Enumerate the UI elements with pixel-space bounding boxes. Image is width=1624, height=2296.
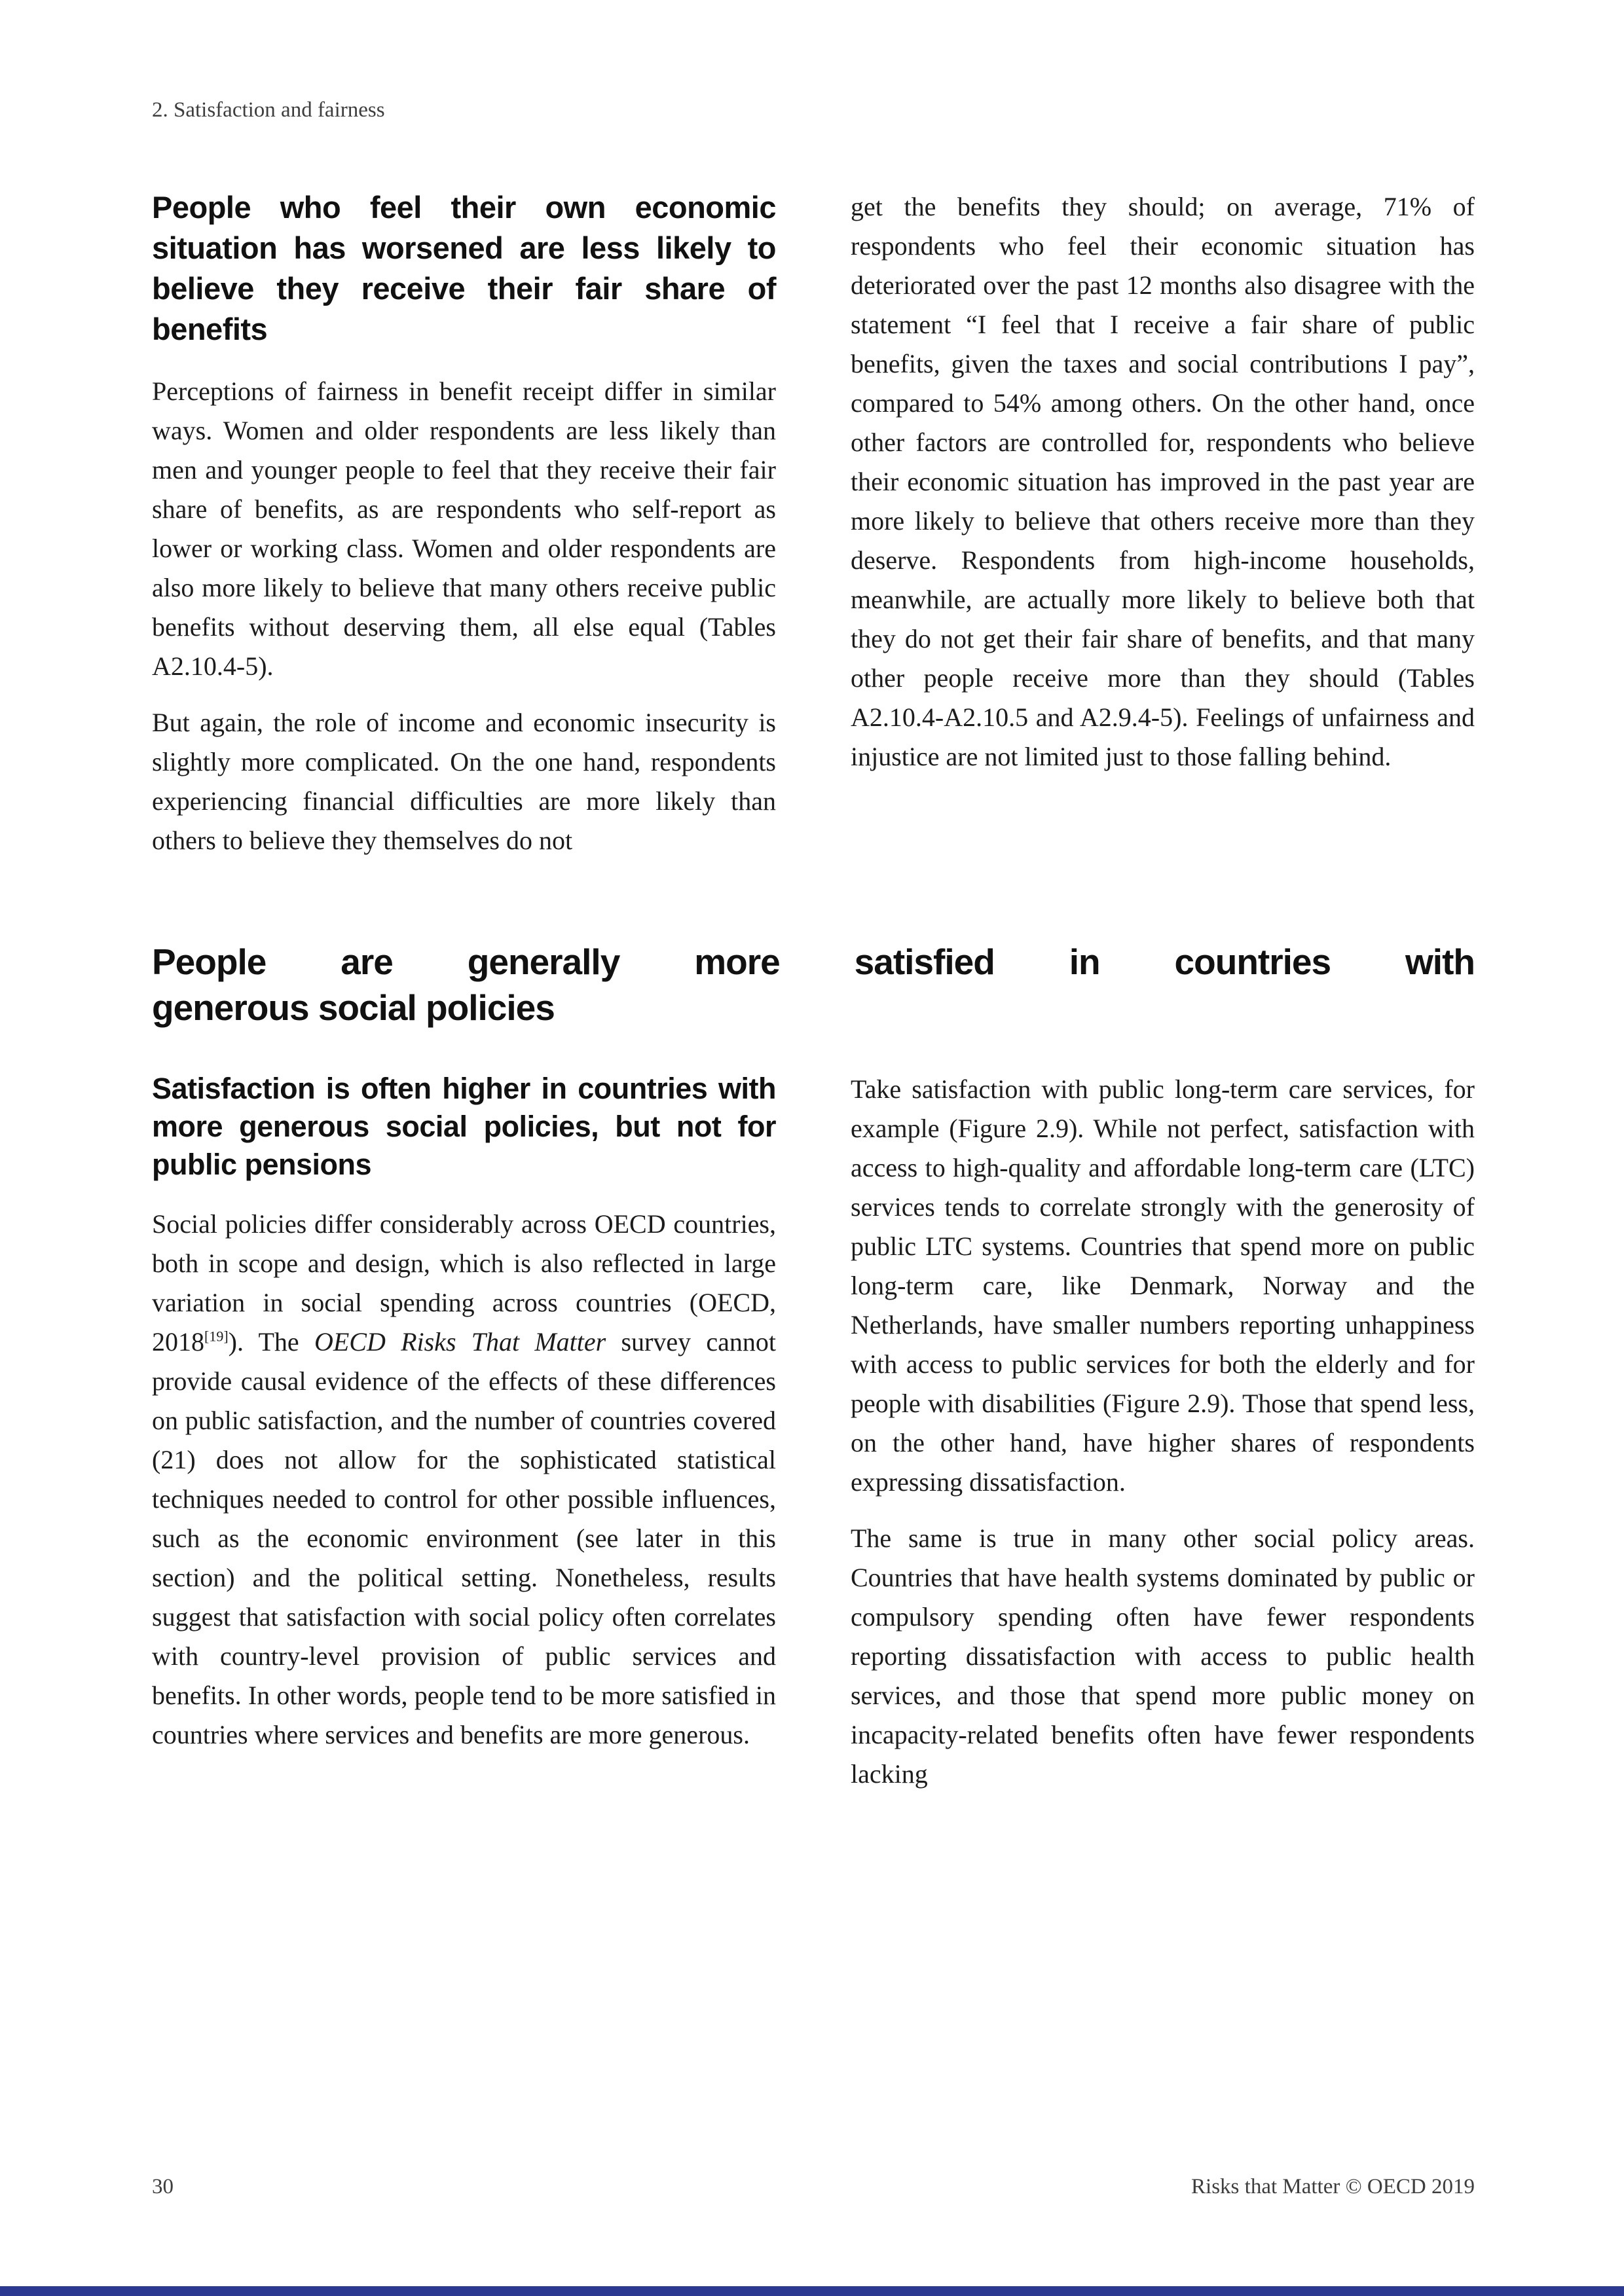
section-satisfaction-heading	[152, 939, 1475, 1030]
satisfaction-paragraph-1	[152, 1205, 776, 1755]
fairness-paragraph-1: Perceptions of fairness in benefit receipt differ in similar ways. Women and older respondents are less likely than men and younger people to feel that they receive their fair share of benefits, as are respondents who self-report as lower or working class. Women and older respondents are also more likely to believe that many others receive public benefits without deserving them, all else equal (Tables A2.10.4-5).	[152, 376, 776, 681]
satisfaction-paragraph-3: The same is true in many other social policy areas. Countries that have health systems dominated by public or compulsory spending often have fewer respondents reporting dissatisfaction with access to public health services, and those that spend more public money on incapacity-related benefits often have fewer respondents lacking	[851, 1523, 1475, 1789]
section-heading-line-1: People are generally more satisfied in countries with	[152, 941, 1475, 982]
satisfaction-paragraph-2: Take satisfaction with public long-term care services, for example (Figure 2.9). While not perfect, satisfaction with access to high-quality and affordable long-term care (LTC) services tends to correlate strongly with the generosity of public LTC systems. Countries that spend more on public long-term care, like Denmark, Norway and the Netherlands, have smaller numbers reporting unhappiness with access to public services for both the elderly and for people with disabilities (Figure 2.9). Those that spend less, on the other hand, have higher shares of respondents expressing dissatisfaction.	[851, 1074, 1475, 1497]
section-fairness-left-column	[152, 187, 776, 877]
footer-report-title: Risks that Matter © OECD 2019	[1191, 2175, 1475, 2198]
section-satisfaction	[152, 1070, 1475, 1811]
section-satisfaction-left-column	[152, 1070, 776, 1811]
running-header: 2. Satisfaction and fairness	[152, 98, 385, 122]
satisfaction-column-subheading: Satisfaction is often higher in countries with more generous social policies, but not for public pensions	[152, 1072, 776, 1181]
satisfaction-paragraph-1-text-b: ). The	[228, 1327, 314, 1357]
section-fairness	[152, 187, 1475, 877]
satisfaction-paragraph-1-text-a: Social policies differ considerably across OECD countries, both in scope and design, which is also reflected in large variation in social spending across countries (OECD, 2018	[152, 1209, 776, 1357]
fairness-column-heading: People who feel their own economic situation has worsened are less likely to believe they receive their fair share of benefits	[152, 190, 776, 346]
page-number: 30	[152, 2175, 174, 2198]
section-fairness-right-column	[851, 187, 1475, 877]
section-heading-line-2: generous social policies	[152, 987, 555, 1028]
fairness-paragraph-3: get the benefits they should; on average, 71% of respondents who feel their economic situation has deteriorated over the past 12 months also disagree with the statement “I feel that I receive a fair share of public benefits, given the taxes and social contributions I pay”, compared to 54% among others. On the other hand, once other factors are controlled for, respondents who believe their economic situation has improved in the past year are more likely to believe that others receive more than they deserve. Respondents from high-income households, meanwhile, are actually more likely to believe both that they do not get their fair share of benefits, and that many other people receive more than they should (Tables A2.10.4-A2.10.5 and A2.9.4-5). Feelings of unfairness and injustice are not limited just to those falling behind.	[851, 192, 1475, 771]
survey-title-italic: OECD Risks That Matter	[314, 1327, 606, 1357]
page-footer	[152, 2175, 1475, 2199]
satisfaction-paragraph-1-text-c: survey cannot provide causal evidence of the effects of these differences on public satisfaction, and the number of countries covered (21) does not allow for the sophisticated statistical techniques needed to control for other possible influences, such as the economic environment (see later in this section) and the political setting. Nonetheless, results suggest that satisfaction with social policy often correlates with country-level provision of public services and benefits. In other words, people tend to be more satisfied in countries where services and benefits are more generous.	[152, 1327, 776, 1749]
citation-superscript: [19]	[204, 1328, 229, 1345]
bottom-accent-bar	[0, 2286, 1624, 2296]
fairness-paragraph-2: But again, the role of income and economic insecurity is slightly more complicated. On the one hand, respondents experiencing financial difficulties are more likely than others to believe they themselves do not	[152, 708, 776, 855]
section-satisfaction-right-column	[851, 1070, 1475, 1811]
